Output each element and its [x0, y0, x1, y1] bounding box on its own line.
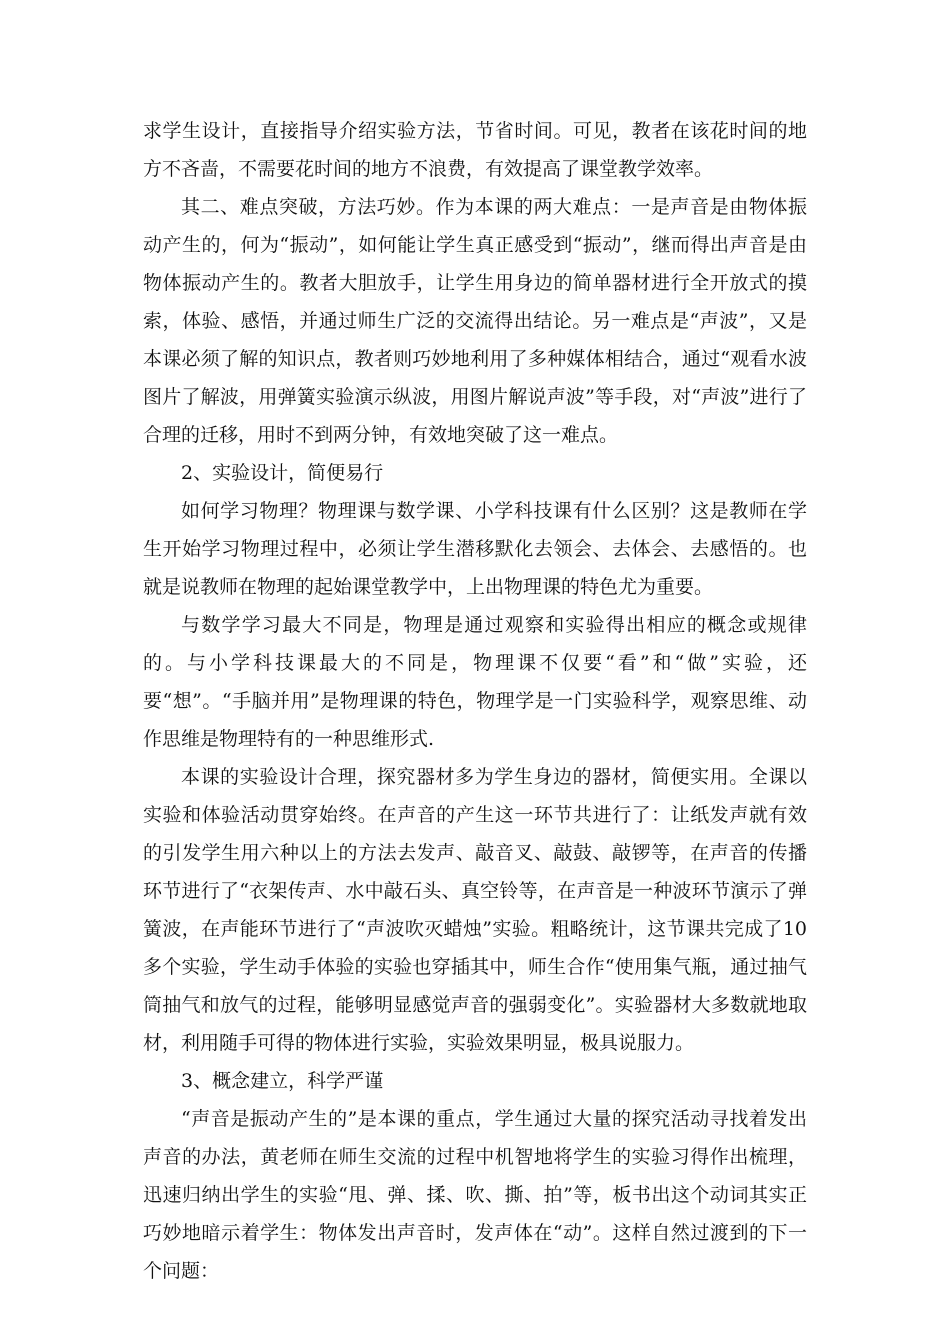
- paragraph-difficulty-breakthrough: 其二、难点突破，方法巧妙。作为本课的两大难点：一是声音是由物体振动产生的，何为“振动”，如何能让学生真正感受到“振动”，继而得出声音是由物体振动产生的。教者大胆放手，让学生用身边的简单器材进行全开放式的摸索，体验、感悟，并通过师生广泛的交流得出结论。另一难点是“声波”，又是本课必须了解的知识点，教者则巧妙地利用了多种媒体相结合，通过“观看水波图片了解波，用弹簧实验演示纵波，用图片解说声波”等手段，对“声波”进行了合理的迁移，用时不到两分钟，有效地突破了这一难点。: [143, 196, 807, 446]
- paragraph-experiment-summary: 本课的实验设计合理，探究器材多为学生身边的器材，简便实用。全课以实验和体验活动贯穿始终。在声音的产生这一环节共进行了：让纸发声就有效的引发学生用六种以上的方法去发声、敲音叉、敲鼓、敲锣等，在声音的传播环节进行了“衣架传声、水中敲石头、真空铃等，在声音是一种波环节演示了弹簧波，在声能环节进行了“声波吹灭蜡烛”实验。粗略统计，这节课共完成了10多个实验，学生动手体验的实验也穿插其中，师生合作“使用集气瓶，通过抽气筒抽气和放气的过程，能够明显感觉声音的强弱变化”。实验器材大多数就地取材，利用随手可得的物体进行实验，实验效果明显，极具说服力。: [143, 766, 807, 1054]
- document-body: [143, 112, 807, 1290]
- paragraph-continuation: 求学生设计，直接指导介绍实验方法，节省时间。可见，教者在该花时间的地方不吝啬，不需要花时间的地方不浪费，有效提高了课堂教学效率。: [143, 120, 807, 180]
- section-heading-experiment-design: 2、实验设计，简便易行: [181, 462, 384, 484]
- paragraph-sound-vibration: “声音是振动产生的”是本课的重点，学生通过大量的探究活动寻找着发出声音的办法，黄老师在师生交流的过程中机智地将学生的实验习得作出梳理，迅速归纳出学生的实验“甩、弹、揉、吹、撕、拍”等，板书出这个动词其实正巧妙地暗示着学生：物体发出声音时，发声体在“动”。这样自然过渡到的下一个问题：: [143, 1108, 807, 1282]
- section-heading-concept-building: 3、概念建立，科学严谨: [181, 1070, 384, 1092]
- paragraph-how-to-learn-physics: 如何学习物理？物理课与数学课、小学科技课有什么区别？这是教师在学生开始学习物理过程中，必须让学生潜移默化去领会、去体会、去感悟的。也就是说教师在物理的起始课堂教学中，上出物理课的特色尤为重要。: [143, 500, 807, 598]
- paragraph-physics-vs-math: 与数学学习最大不同是，物理是通过观察和实验得出相应的概念或规律的。与小学科技课最大的不同是，物理课不仅要“看”和“做”实验，还要“想”。“手脑并用”是物理课的特色，物理学是一门实验科学，观察思维、动作思维是物理特有的一种思维形式.: [143, 614, 807, 750]
